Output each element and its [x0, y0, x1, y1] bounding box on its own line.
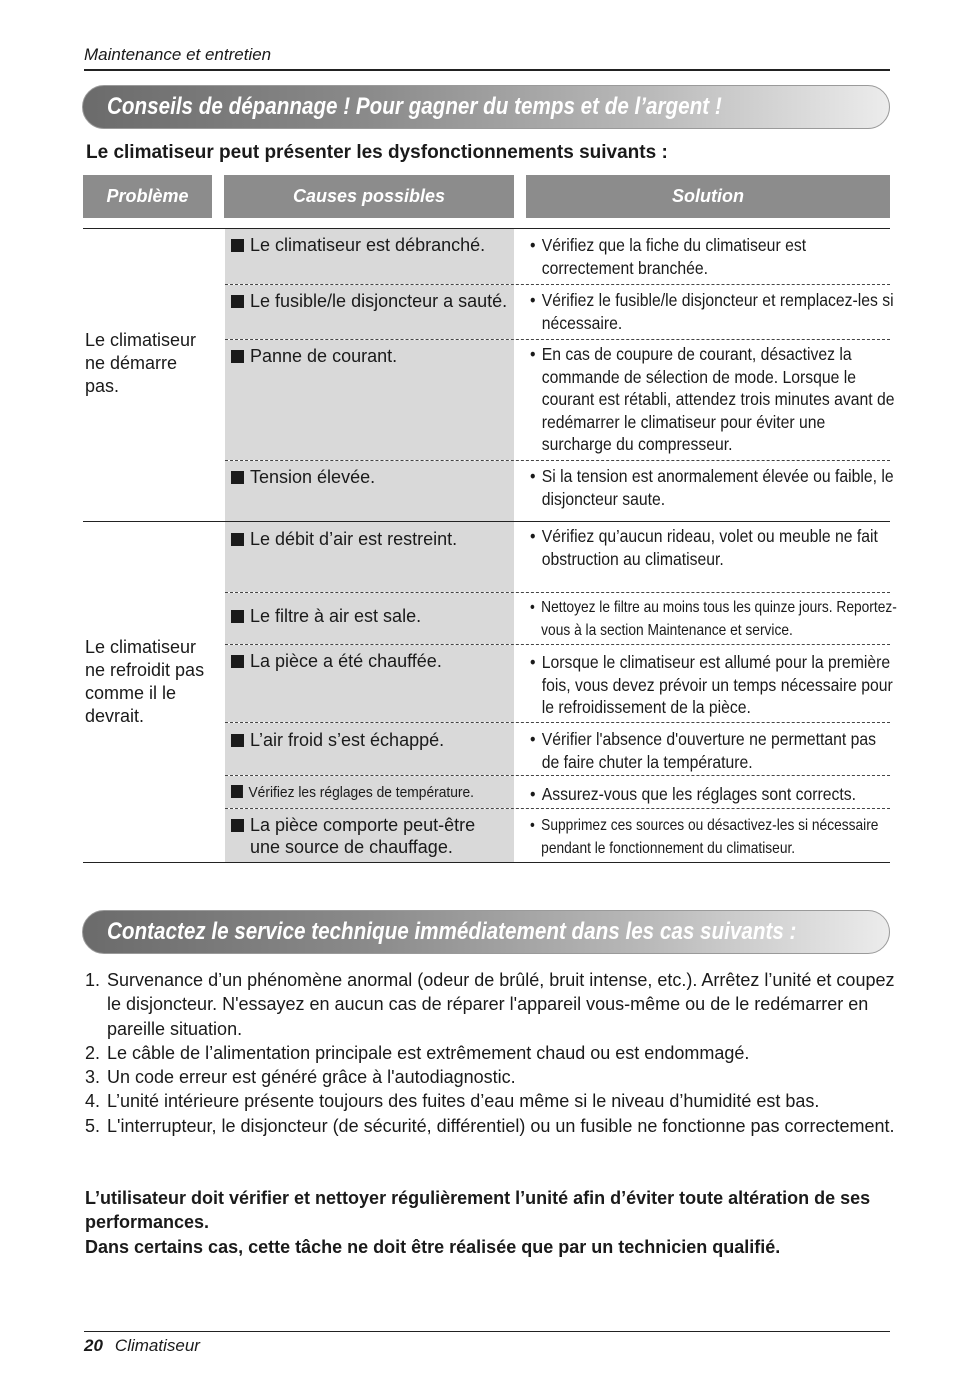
solution-cell	[530, 728, 890, 773]
solution-cell	[530, 289, 894, 334]
list-item-text: Survenance d’un phénomène anormal (odeur de brûlé, bruit intense, etc.). Arrêtez l’unité et coupez le disjoncteur. N'essayez en aucun cas de réparer l'appareil vous-même ou de le redémarrer en pareille situation.	[107, 970, 895, 1039]
table-intro: Le climatiseur peut présenter les dysfonctionnements suivants :	[86, 142, 668, 163]
solution-cell	[530, 651, 893, 719]
solution-cell	[530, 525, 890, 570]
group-rule	[83, 862, 890, 863]
header-rule	[84, 69, 890, 71]
cause-cell	[225, 645, 514, 722]
solution-text: Assurez-vous que les réglages sont corrects.	[541, 784, 856, 804]
cause-text: Le fusible/le disjoncteur a sauté.	[250, 291, 508, 311]
troubleshooting-banner	[82, 85, 890, 129]
solution-text: Vérifier l'absence d'ouverture ne permettant pas de faire chuter la température.	[541, 729, 877, 772]
footer-rule	[84, 1331, 890, 1332]
problem-cell: Le climatiseur ne refroidit pas comme il le devrait.	[85, 637, 205, 726]
column-header-solution: Solution	[526, 175, 890, 218]
list-item	[85, 1065, 895, 1089]
list-item	[85, 1041, 895, 1065]
list-number: 2.	[85, 1042, 101, 1063]
cause-cell	[225, 285, 514, 339]
column-header-causes: Causes possibles	[224, 175, 514, 218]
dot-bullet-icon: •	[530, 817, 535, 834]
list-number: 4.	[85, 1091, 101, 1112]
dot-bullet-icon: •	[530, 235, 536, 255]
solution-text: Vérifiez que la fiche du climatiseur est correctement branchée.	[541, 235, 807, 278]
solution-cell	[530, 783, 890, 806]
solution-cell	[530, 597, 897, 642]
list-item-text: Un code erreur est généré grâce à l'autodiagnostic.	[107, 1067, 516, 1088]
cause-text: Panne de courant.	[250, 346, 398, 366]
cause-text: Le climatiseur est débranché.	[250, 235, 486, 255]
cause-text: La pièce a été chauffée.	[250, 651, 442, 671]
solution-text: Si la tension est anormalement élevée ou faible, le disjoncteur saute.	[541, 466, 894, 509]
cause-cell	[225, 809, 514, 862]
list-item-text: Le câble de l’alimentation principale est extrêmement chaud ou est endommagé.	[107, 1042, 750, 1063]
square-bullet-icon	[231, 785, 243, 798]
cause-text: Le débit d’air est restreint.	[250, 529, 458, 549]
footer-product: Climatiseur	[114, 1336, 200, 1355]
solution-text: Vérifiez le fusible/le disjoncteur et remplacez-les si nécessaire.	[541, 290, 894, 333]
cause-cell	[225, 340, 514, 460]
solution-text: Lorsque le climatiseur est allumé pour la première fois, vous devez prévoir un temps nécessaire pour le refroidissement de la pièce.	[541, 652, 893, 717]
list-item	[85, 968, 895, 1041]
contact-service-banner-title: Contactez le service technique immédiatement dans les cas suivants :	[107, 918, 797, 945]
square-bullet-icon	[231, 350, 244, 363]
square-bullet-icon	[231, 471, 244, 484]
dot-bullet-icon: •	[530, 784, 536, 804]
cause-text: Vérifiez les réglages de température.	[248, 784, 475, 801]
solution-text: Nettoyez le filtre au moins tous les quinze jours. Reportez-vous à la section Maintenance et service.	[541, 599, 897, 639]
list-number: 1.	[85, 970, 101, 990]
square-bullet-icon	[231, 734, 244, 747]
cause-text: Tension élevée.	[250, 467, 376, 487]
list-item-text: L’unité intérieure présente toujours des fuites d’eau même si le niveau d’humidité est bas.	[107, 1091, 820, 1112]
maintenance-note-line: Dans certains cas, cette tâche ne doit être réalisée que par un technicien qualifié.	[85, 1236, 781, 1257]
cause-cell	[225, 461, 514, 521]
cause-cell	[225, 522, 514, 592]
solution-text: Supprimez ces sources ou désactivez-les si nécessaire pendant le fonctionnement du climatiseur.	[541, 817, 879, 857]
cause-text: La pièce comporte peut-être une source de chauffage.	[250, 815, 476, 857]
cause-cell	[225, 723, 514, 775]
solution-cell	[530, 465, 894, 510]
dot-bullet-icon: •	[530, 290, 536, 310]
solution-cell	[530, 815, 890, 860]
square-bullet-icon	[231, 533, 244, 546]
running-header: Maintenance et entretien	[84, 45, 272, 64]
list-number: 5.	[85, 1115, 101, 1136]
dot-bullet-icon: •	[530, 466, 536, 486]
dot-bullet-icon: •	[530, 344, 536, 364]
cause-cell	[225, 593, 514, 644]
cause-cell	[225, 229, 514, 284]
list-item	[85, 1114, 895, 1138]
dot-bullet-icon: •	[530, 526, 536, 546]
service-cases-list	[85, 968, 895, 1138]
list-item-text: L'interrupteur, le disjoncteur (de sécurité, différentiel) ou un fusible ne fonctionne pas correctement.	[107, 1115, 895, 1136]
page-footer	[84, 1336, 200, 1356]
page-number: 20	[84, 1336, 103, 1355]
column-header-problem: Problème	[83, 175, 212, 218]
cause-cell	[225, 776, 514, 808]
square-bullet-icon	[231, 655, 244, 668]
square-bullet-icon	[231, 295, 244, 308]
dot-bullet-icon: •	[530, 652, 536, 672]
solution-cell	[530, 234, 890, 279]
solution-text: Vérifiez qu’aucun rideau, volet ou meuble ne fait obstruction au climatiseur.	[541, 526, 878, 569]
solution-text: En cas de coupure de courant, désactivez la commande de sélection de mode. Lorsque le courant est rétabli, attendez trois minutes avant de redémarrer le climatiseur pour éviter une surcharge du compresseur.	[541, 344, 895, 454]
dot-bullet-icon: •	[530, 599, 535, 616]
square-bullet-icon	[231, 239, 244, 252]
square-bullet-icon	[231, 819, 244, 832]
list-item	[85, 1089, 895, 1113]
square-bullet-icon	[231, 610, 244, 623]
problem-cell: Le climatiseur ne démarre pas.	[85, 330, 197, 396]
cause-text: Le filtre à air est sale.	[250, 606, 422, 626]
maintenance-note	[85, 1186, 895, 1259]
solution-cell	[530, 343, 895, 456]
dot-bullet-icon: •	[530, 729, 536, 749]
maintenance-note-line: L’utilisateur doit vérifier et nettoyer régulièrement l’unité afin d’éviter toute altération de ses performances.	[85, 1188, 871, 1233]
troubleshooting-banner-title: Conseils de dépannage ! Pour gagner du temps et de l’argent !	[107, 93, 722, 120]
contact-service-banner	[82, 910, 890, 954]
list-number: 3.	[85, 1067, 101, 1088]
cause-text: L’air froid s’est échappé.	[250, 730, 445, 750]
